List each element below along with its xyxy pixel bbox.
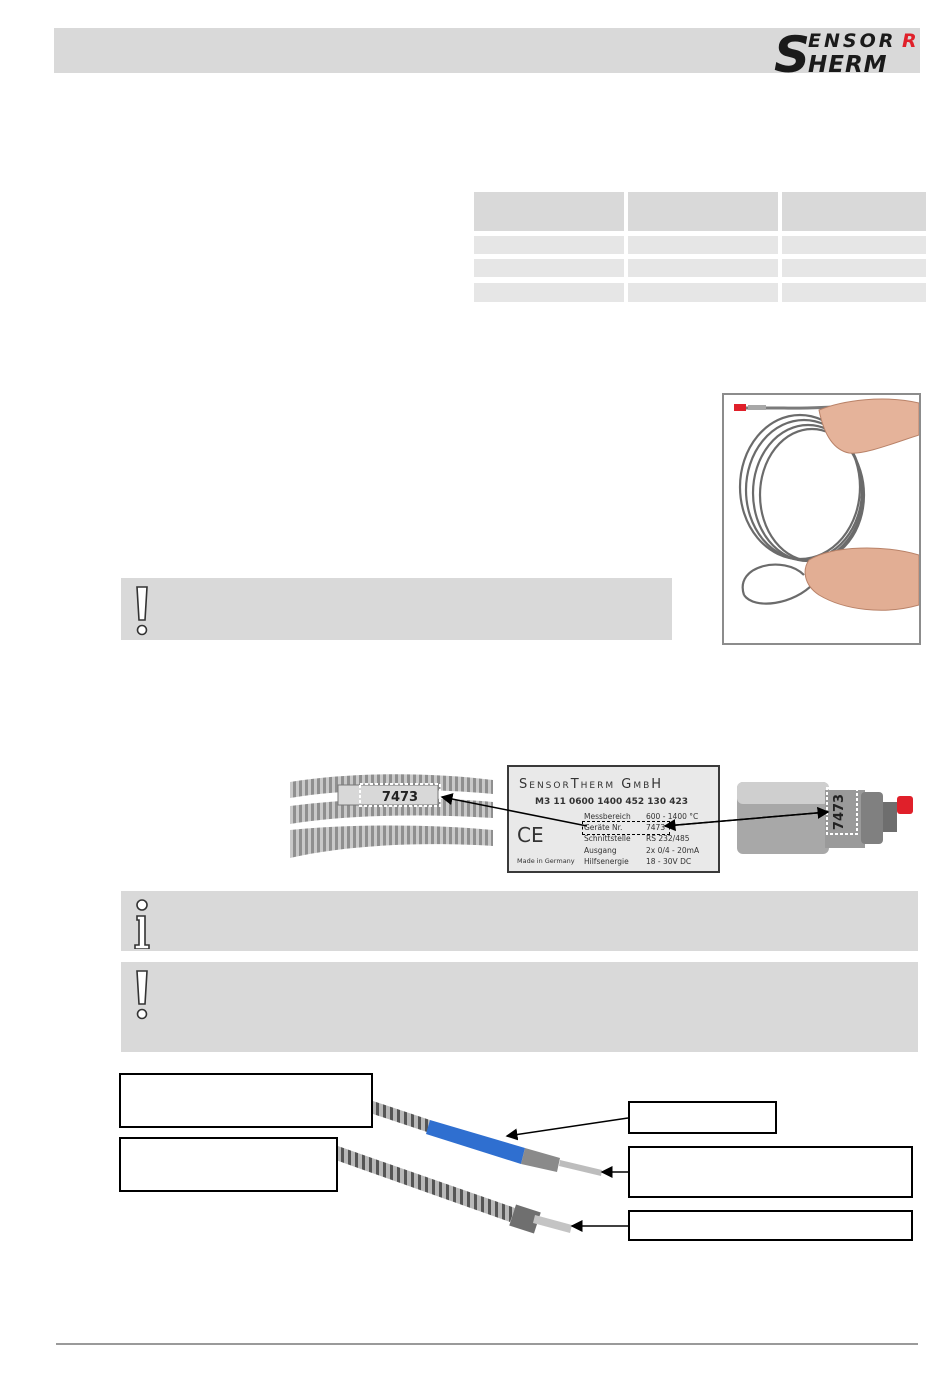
- ce-mark: CE: [517, 823, 544, 847]
- nameplate-value: 18 - 30V DC: [646, 857, 692, 866]
- nameplate-key: Ausgang: [584, 846, 617, 855]
- nameplate-value: RS 232/485: [646, 834, 690, 843]
- svg-text:ENSOR: ENSOR: [808, 30, 897, 52]
- svg-text:R: R: [902, 30, 917, 52]
- svg-text:S: S: [774, 26, 811, 76]
- nameplate-key: Hilfsenergie: [584, 857, 629, 866]
- nameplate-model-code: M3 11 0600 1400 452 130 423: [535, 797, 688, 807]
- nameplate-key: Geräte Nr.: [584, 823, 623, 832]
- nameplate-value: 600 - 1400 °C: [646, 812, 699, 821]
- made-in-label: Made in Germany: [517, 857, 575, 865]
- nameplate-value: 2x 0/4 - 20mA: [646, 846, 700, 855]
- sensor-head-serial: 7473: [832, 793, 847, 831]
- nameplate-key: Schnittstelle: [584, 834, 631, 843]
- svg-text:HERM: HERM: [808, 52, 888, 76]
- nameplate-company: SensorTherm GmbH: [519, 777, 664, 792]
- nameplate-value: 7473: [646, 823, 666, 832]
- footer-divider: [56, 1343, 918, 1345]
- nameplate-key: Messbereich: [584, 812, 631, 821]
- cable-tag-serial: 7473: [381, 790, 419, 805]
